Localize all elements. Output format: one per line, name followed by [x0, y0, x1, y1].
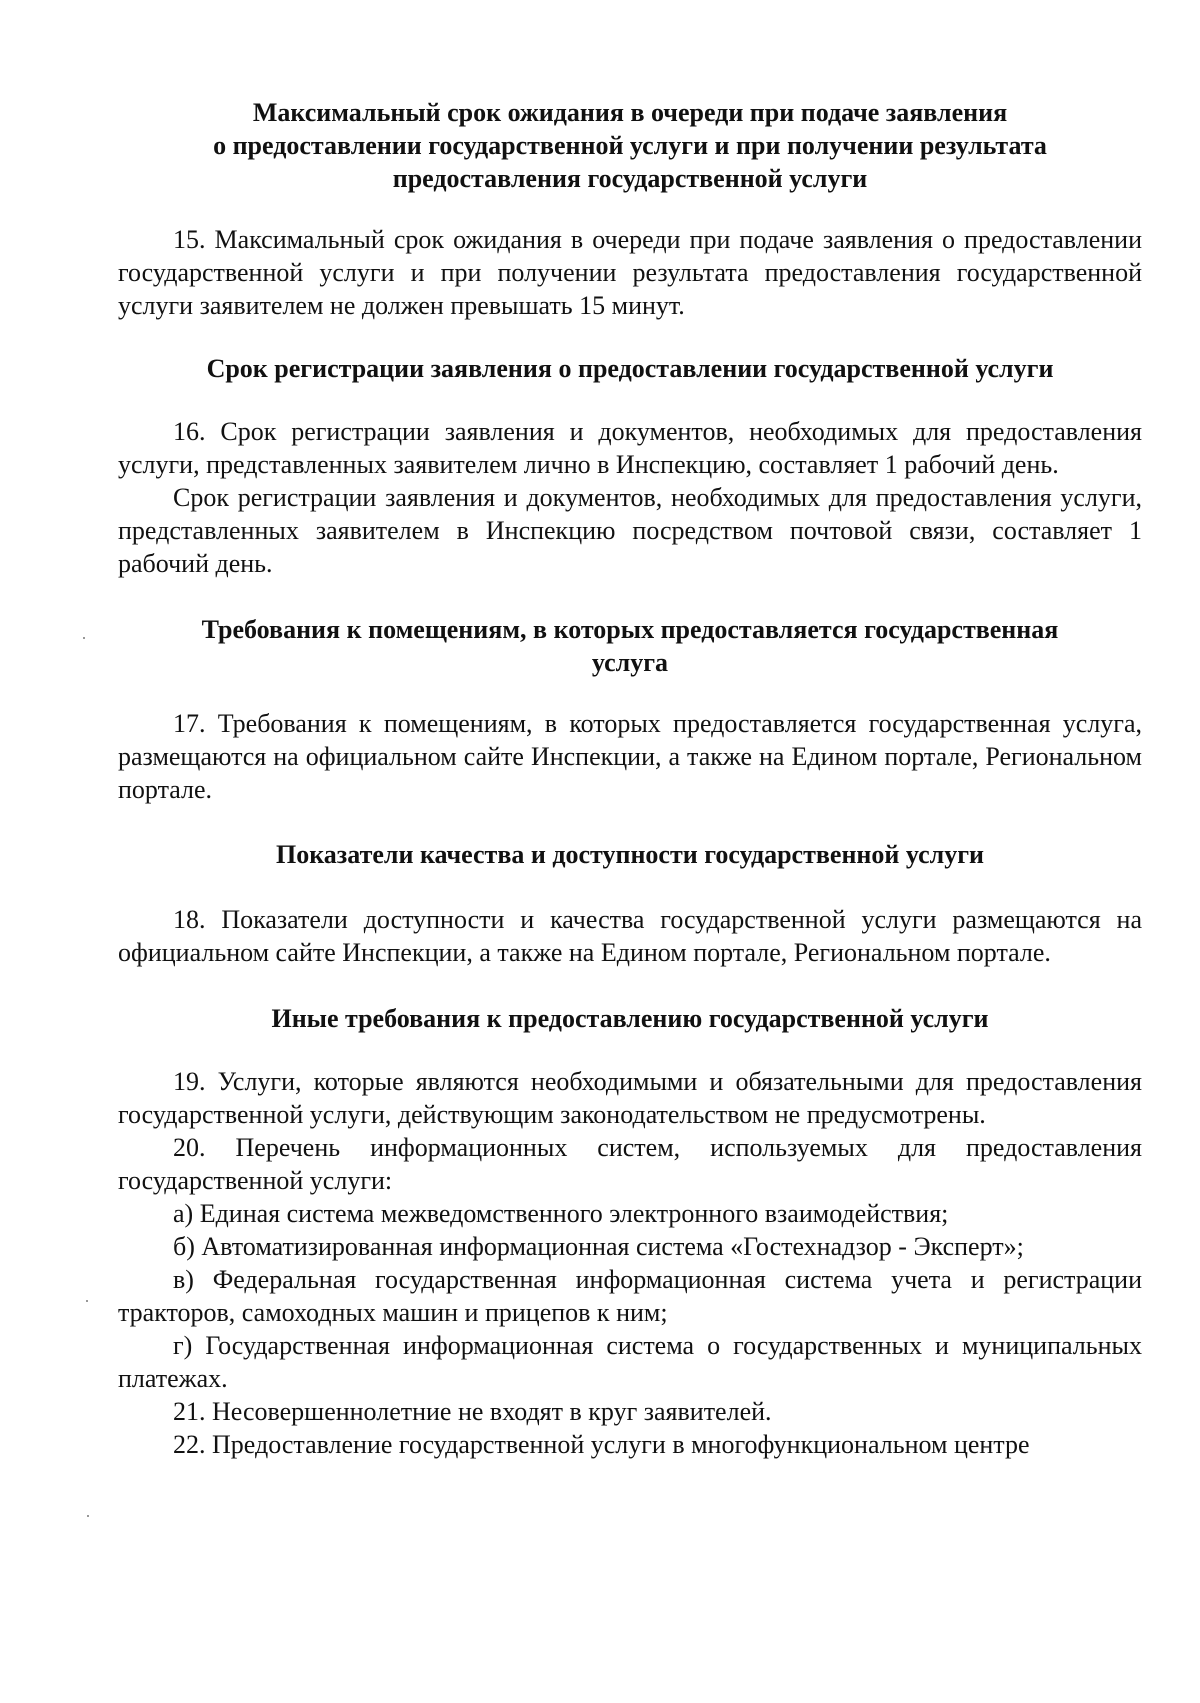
list-item-a: а) Единая система межведомственного электронного взаимодействия;: [173, 1199, 949, 1228]
paragraph-16-mail: Срок регистрации заявления и документов, необходимых для предоставления услуги, представленных заявителем в Инспекцию посредством почтовой связи, составляет 1 рабочий день.: [118, 483, 1142, 578]
list-item-v: в) Федеральная государственная информационная система учета и регистрации тракторов, самоходных машин и прицепов к ним;: [118, 1265, 1142, 1327]
paragraph-15: 15. Максимальный срок ожидания в очереди при подаче заявления о предоставлении государственной услуги и при получении результата предоставления государственной услуги заявителем не должен превышать 15 минут.: [118, 225, 1142, 320]
paragraph-19: 19. Услуги, которые являются необходимыми и обязательными для предоставления государственной услуги, действующим законодательством не предусмотрены.: [118, 1067, 1142, 1129]
scan-speck: [87, 1515, 89, 1517]
heading-line: предоставления государственной услуги: [392, 164, 868, 193]
list-item-g: г) Государственная информационная система о государственных и муниципальных платежах.: [118, 1331, 1142, 1393]
heading-line: услуга: [591, 648, 669, 677]
section-heading-quality: [118, 838, 1142, 871]
section-heading-queue-time: [118, 96, 1142, 195]
heading-line: о предоставлении государственной услуги и при получении результата: [213, 131, 1047, 160]
paragraph-16: 16. Срок регистрации заявления и документов, необходимых для предоставления услуги, представленных заявителем лично в Инспекцию, составляет 1 рабочий день.: [118, 417, 1142, 479]
paragraph-22: 22. Предоставление государственной услуги в многофункциональном центре: [173, 1430, 1030, 1459]
scan-speck: [83, 637, 85, 639]
heading-line: Требования к помещениям, в которых предоставляется государственная: [201, 615, 1059, 644]
paragraph-18: 18. Показатели доступности и качества государственной услуги размещаются на официальном сайте Инспекции, а также на Едином портале, Региональном портале.: [118, 905, 1142, 967]
scan-speck: [86, 1300, 88, 1302]
paragraph-21: 21. Несовершеннолетние не входят в круг заявителей.: [173, 1397, 772, 1426]
heading-line: Иные требования к предоставлению государственной услуги: [271, 1004, 989, 1033]
heading-line: Срок регистрации заявления о предоставлении государственной услуги: [206, 354, 1054, 383]
heading-line: Максимальный срок ожидания в очереди при подаче заявления: [252, 98, 1008, 127]
paragraph-20: 20. Перечень информационных систем, используемых для предоставления государственной услуги:: [118, 1133, 1142, 1195]
heading-line: Показатели качества и доступности государственной услуги: [275, 840, 985, 869]
section-heading-other-requirements: [118, 1002, 1142, 1035]
section-heading-registration: [118, 352, 1142, 385]
section-heading-premises: [118, 613, 1142, 679]
paragraph-17: 17. Требования к помещениям, в которых предоставляется государственная услуга, размещаются на официальном сайте Инспекции, а также на Едином портале, Региональном портале.: [118, 709, 1142, 804]
list-item-b: б) Автоматизированная информационная система «Гостехнадзор - Эксперт»;: [173, 1232, 1024, 1261]
